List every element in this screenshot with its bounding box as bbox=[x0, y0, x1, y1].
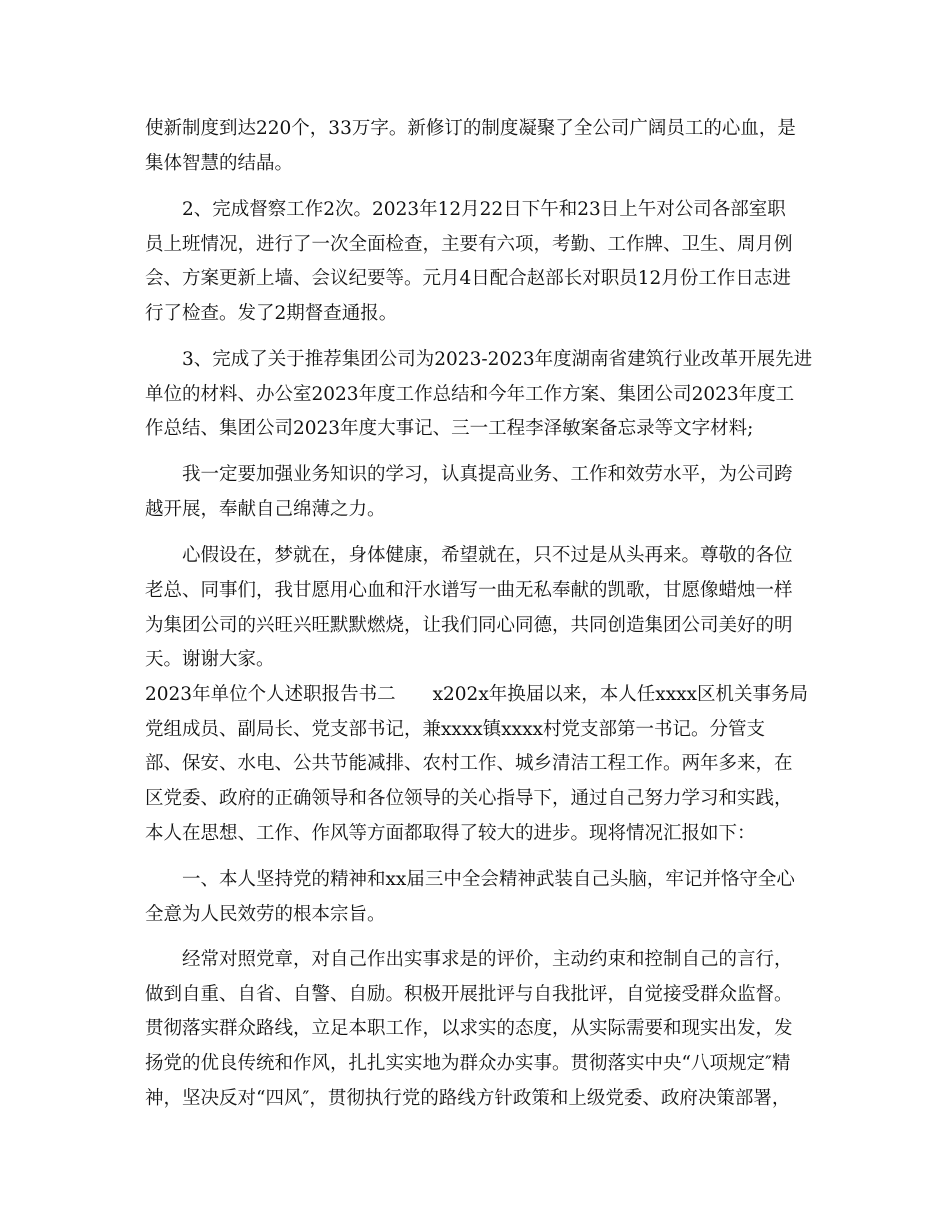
text-line: 行了检查。发了2期督查通报。 bbox=[145, 303, 398, 324]
text-line: 我一定要加强业务知识的学习，认真提高业务、工作和效劳水平，为公司跨 bbox=[182, 464, 793, 485]
text-line: 经常对照党章，对自己作出实事求是的评价，主动约束和控制自己的言行， bbox=[182, 949, 793, 970]
text-line: 老总、同事们，我甘愿用心血和汗水谱写一曲无私奉献的凯歌，甘愿像蜡烛一样 bbox=[145, 580, 793, 601]
text-line: 2、完成督察工作2次。2023年12月22日下午和23日上午对公司各部室职 bbox=[182, 199, 786, 220]
text-line: 扬党的优良传统和作风，扎扎实实地为群众办实事。贯彻落实中央“八项规定″精 bbox=[145, 1053, 791, 1074]
text-line: 使新制度到达220个，33万字。新修订的制度凝聚了全公司广阔员工的心血，是 bbox=[145, 118, 796, 139]
text-line: 心假设在，梦就在，身体健康，希望就在，只不过是从头再来。尊敬的各位 bbox=[182, 545, 793, 566]
text-line: 天。谢谢大家。 bbox=[145, 649, 275, 670]
text-line: 党组成员、副局长、党支部书记，兼xxxx镇xxxx村党支部第一书记。分管支 bbox=[145, 719, 765, 740]
text-line: 区党委、政府的正确领导和各位领导的关心指导下，通过自己努力学习和实践， bbox=[145, 788, 793, 809]
text-line: 神，坚决反对“四风″，贯彻执行党的路线方针政策和上级党委、政府决策部署， bbox=[145, 1088, 791, 1109]
text-line: 集体智慧的结晶。 bbox=[145, 153, 294, 174]
text-line: 部、保安、水电、公共节能减排、农村工作、城乡清洁工程工作。两年多来，在 bbox=[145, 753, 793, 774]
text-line: 越开展，奉献自己绵薄之力。 bbox=[145, 499, 386, 520]
text-line: 为集团公司的兴旺兴旺默默燃烧，让我们同心同德，共同创造集团公司美好的明 bbox=[145, 615, 793, 636]
text-line: 2023年单位个人述职报告书二 x202x年换届以来，本人任xxxx区机关事务局 bbox=[145, 684, 808, 705]
text-line: 会、方案更新上墙、会议纪要等。元月4日配合赵部长对职员12月份工作日志进 bbox=[145, 268, 791, 289]
text-line: 全意为人民效劳的根本宗旨。 bbox=[145, 904, 386, 925]
text-line: 单位的材料、办公室2023年度工作总结和今年工作方案、集团公司2023年度工 bbox=[145, 384, 795, 405]
text-line: 员上班情况，进行了一次全面检查，主要有六项，考勤、工作牌、卫生、周月例 bbox=[145, 234, 793, 255]
text-line: 做到自重、自省、自警、自励。积极开展批评与自我批评，自觉接受群众监督。 bbox=[145, 984, 793, 1005]
text-line: 3、完成了关于推荐集团公司为2023-2023年度湖南省建筑行业改革开展先进 bbox=[182, 349, 813, 370]
text-line: 作总结、集团公司2023年度大事记、三一工程李泽敏案备忘录等文字材料; bbox=[145, 418, 754, 439]
text-line: 贯彻落实群众路线，立足本职工作，以求实的态度，从实际需要和现实出发，发 bbox=[145, 1018, 793, 1039]
text-line: 一、本人坚持党的精神和xx届三中全会精神武装自己头脑，牢记并恪守全心 bbox=[182, 869, 795, 890]
text-line: 本人在思想、工作、作风等方面都取得了较大的进步。现将情况汇报如下： bbox=[145, 823, 756, 844]
